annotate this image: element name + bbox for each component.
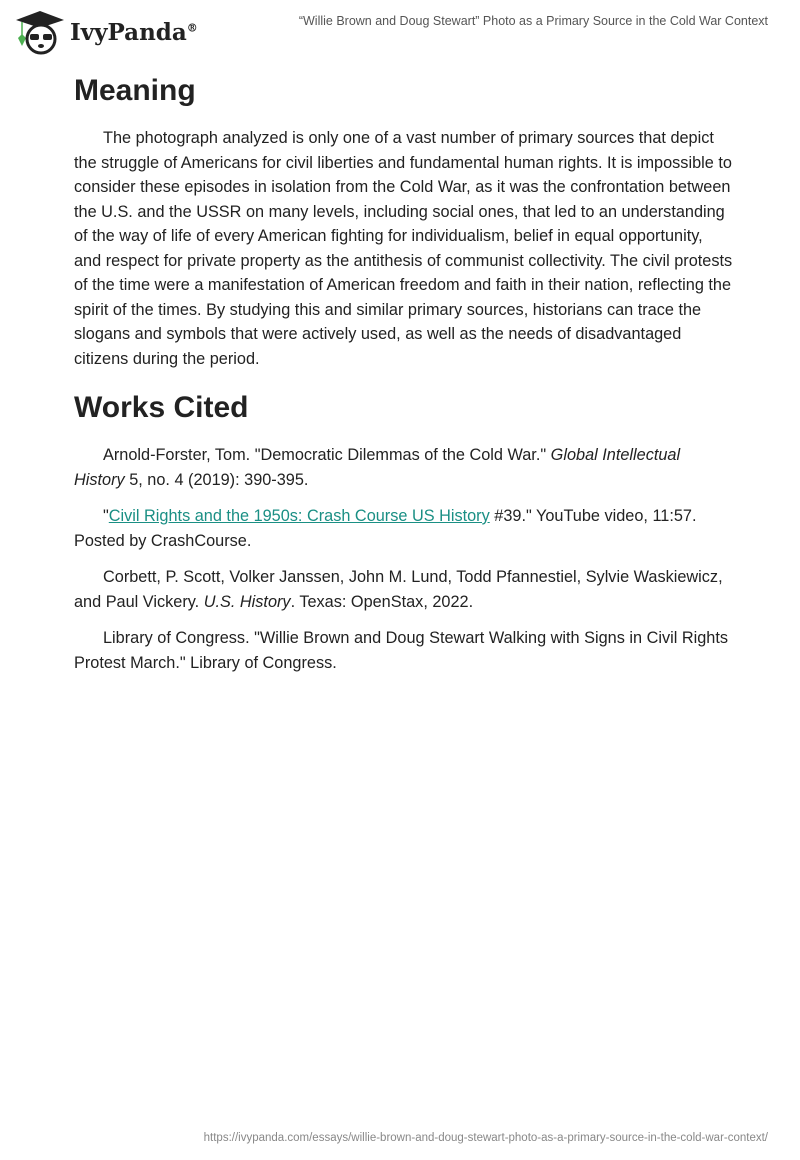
citation-text: Corbett, P. Scott, Volker Janssen, John M. Lund, Todd Pfannestiel, Sylvie Waskiewicz, and Paul Vickery.	[74, 568, 723, 611]
footer-url: https://ivypanda.com/essays/willie-brown-and-doug-stewart-photo-as-a-primary-source-in-the-cold-war-context/	[203, 1132, 768, 1144]
citation: Library of Congress. "Willie Brown and Doug Stewart Walking with Signs in Civil Rights Protest March." Library of Congress.	[74, 629, 729, 672]
citation-text: #39." YouTube video, 11:57. Posted by CrashCourse.	[74, 507, 697, 550]
citation-text: "	[103, 507, 109, 525]
citation	[74, 504, 734, 553]
registered-mark: ®	[186, 20, 198, 34]
meaning-heading: Meaning	[74, 74, 196, 107]
citation-link[interactable]: Civil Rights and the 1950s: Crash Course US History	[108, 507, 490, 525]
ivypanda-logo[interactable]	[8, 8, 198, 56]
meaning-paragraph: The photograph analyzed is only one of a vast number of primary sources that depict the struggle of Americans for civil liberties and fundamental human rights. It is impossible to consider these episodes in isolation from the Cold War, as it was the confrontation between the U.S. and the USSR on many levels, including social ones, that led to an understanding of the way of life of every American fighting for individualism, belief in equal opportunity, and respect for private property as the antithesis of communist collectivity. The civil protests of the time were a manifestation of American freedom and faith in their nation, reflecting the spirit of the times. By studying this and similar primary sources, historians can trace the slogans and symbols that were actively used, as well as the needs of disadvantaged citizens during the period.	[74, 129, 733, 368]
essay-content	[74, 70, 734, 687]
document-title: “Willie Brown and Doug Stewart” Photo as a Primary Source in the Cold War Context	[298, 14, 768, 28]
logo-text: IvyPanda	[70, 18, 187, 46]
citation-text: . Texas: OpenStax, 2022.	[290, 592, 474, 611]
citation-title: U.S. History	[203, 592, 291, 611]
panda-graduate-icon	[8, 8, 68, 56]
citation	[74, 443, 734, 492]
citation-text: 5, no. 4 (2019): 390-395.	[124, 470, 309, 489]
citation	[74, 565, 734, 614]
citation-text: Arnold-Forster, Tom. "Democratic Dilemmas of the Cold War."	[103, 446, 551, 464]
works-cited-heading: Works Cited	[74, 391, 249, 424]
citation-title: Global Intellectual History	[74, 446, 681, 489]
